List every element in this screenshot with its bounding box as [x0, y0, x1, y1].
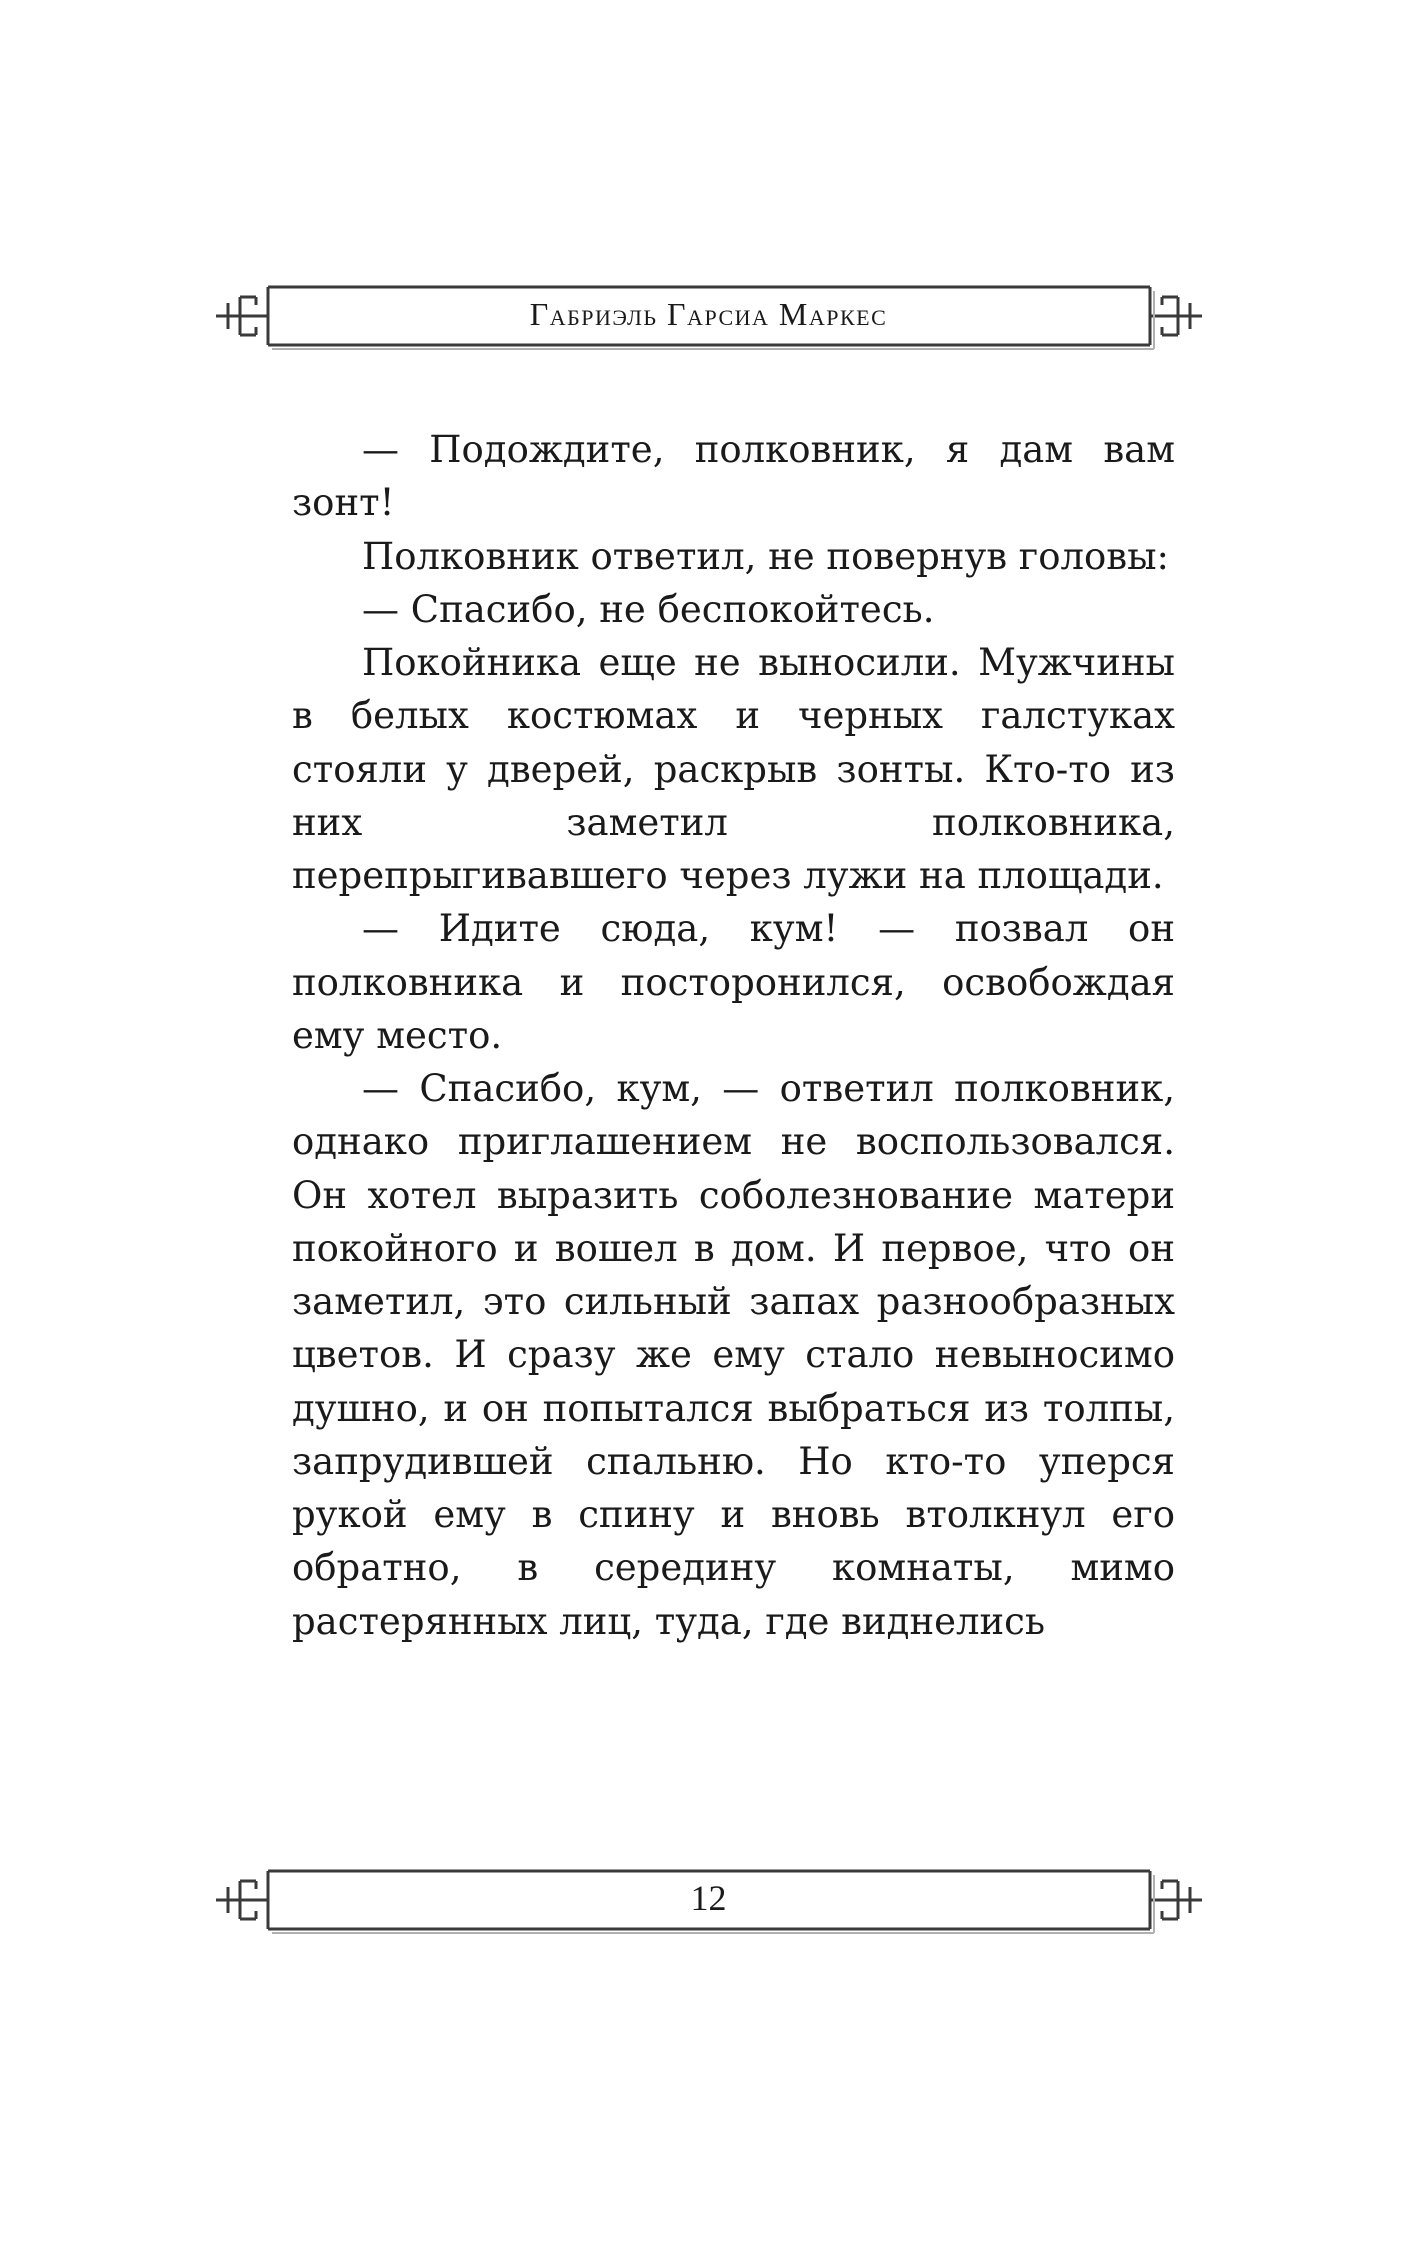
paragraph: Покойника еще не выносили. Мужчины в белых костюмах и черных галстуках стояли у дверей, раскрыв зонты. Кто-то из них заметил полковника, перепрыгивавшего через лужи на площади.: [292, 641, 1175, 897]
paragraph: — Спасибо, кум, — ответил полковник, однако приглашением не воспользовался. Он хотел выразить соболезнование матери покойного и вошел в дом. И первое, что он заметил, это сильный запах разнообразных цветов. И сразу же ему стало невыносимо душно, и он попытался выбраться из толпы, запрудившей спальню. Но кто-то уперся рукой ему в спину и вновь втолкнул его обратно, в середину комнаты, мимо растерянных лиц, туда, где виднелись: [292, 1067, 1175, 1643]
paragraph: — Подождите, полковник, я дам вам зонт!: [292, 428, 1175, 525]
paragraph: Полковник ответил, не повернув головы:: [362, 534, 1169, 578]
page-number: 12: [690, 1878, 727, 1918]
running-head-frame: [210, 283, 1207, 349]
running-head: Габриэль Гарсиа Маркес: [529, 296, 888, 332]
paragraph: — Идите сюда, кум! — позвал он полковника и посторонился, освобождая ему место.: [292, 907, 1175, 1057]
page-number-frame: [210, 1867, 1207, 1933]
paragraph: — Спасибо, не беспокойтесь.: [362, 587, 935, 631]
body-text: [292, 423, 1175, 1648]
